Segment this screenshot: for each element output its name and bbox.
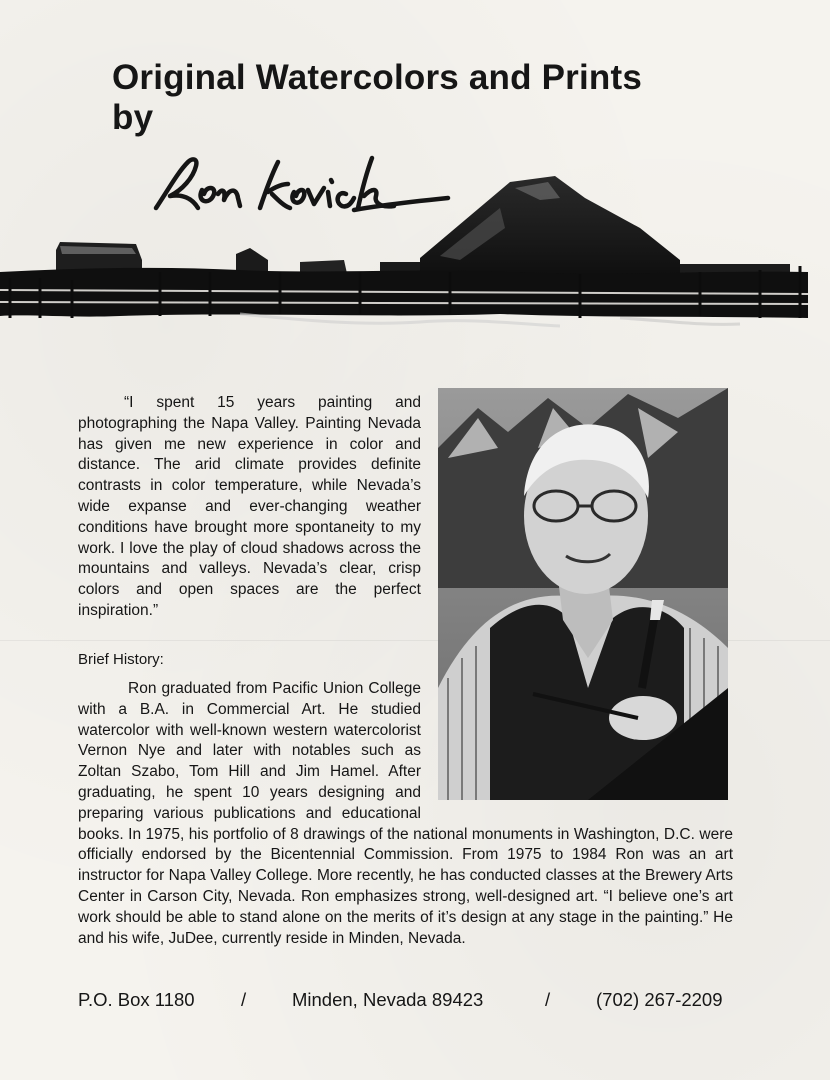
contact-footer <box>0 989 830 1013</box>
phone-number: (702) 267-2209 <box>596 989 723 1010</box>
footer-separator: / <box>545 989 551 1010</box>
brief-history-label: Brief History: <box>78 651 164 668</box>
title-line-1: Original Watercolors and Prints <box>112 58 643 97</box>
brief-history-text: Ron graduated from Pacific Union College with a B.A. in Commercial Art. He studied watercolor with well-known western watercolorist Vernon Nye and later with notables such as Zoltan Szabo, Tom Hill and Jim Hamel. After graduating, he spent 10 years designing and preparing various publications and educational books. In 1975, his portfolio of 8 drawings of the national monuments in Washington, D.C. were officially endorsed by the Bicentennial Commission. From 1975 to 1984 Ron was an art instructor for Napa Valley College. More recently, he has conducted classes at the Brewery Arts Center in Carson City, Nevada. Ron emphasizes strong, well-designed art. “I believe one’s art work should be able to stand alone on the merits of it’s design at any stage in the painting.” He and his wife, JuDee, currently reside in Minden, Nevada. <box>78 680 733 947</box>
farm-barn-illustration <box>0 168 830 338</box>
footer-separator: / <box>241 989 247 1010</box>
flyer-title <box>112 58 732 138</box>
title-line-2: by <box>112 98 154 137</box>
po-box: P.O. Box 1180 <box>78 989 195 1010</box>
city-address: Minden, Nevada 89423 <box>292 989 484 1010</box>
artist-quote: “I spent 15 years painting and photographing the Napa Valley. Painting Nevada has given me new experience in color and distance. The arid climate provides definite contrasts in color temperature, while Nevada’s wide expanse and ever-changing weather conditions have brought more spontaneity to my work. I love the play of cloud shadows across the mountains and valleys. Nevada’s clear, crisp colors and open spaces are the perfect inspiration.” <box>78 394 421 619</box>
